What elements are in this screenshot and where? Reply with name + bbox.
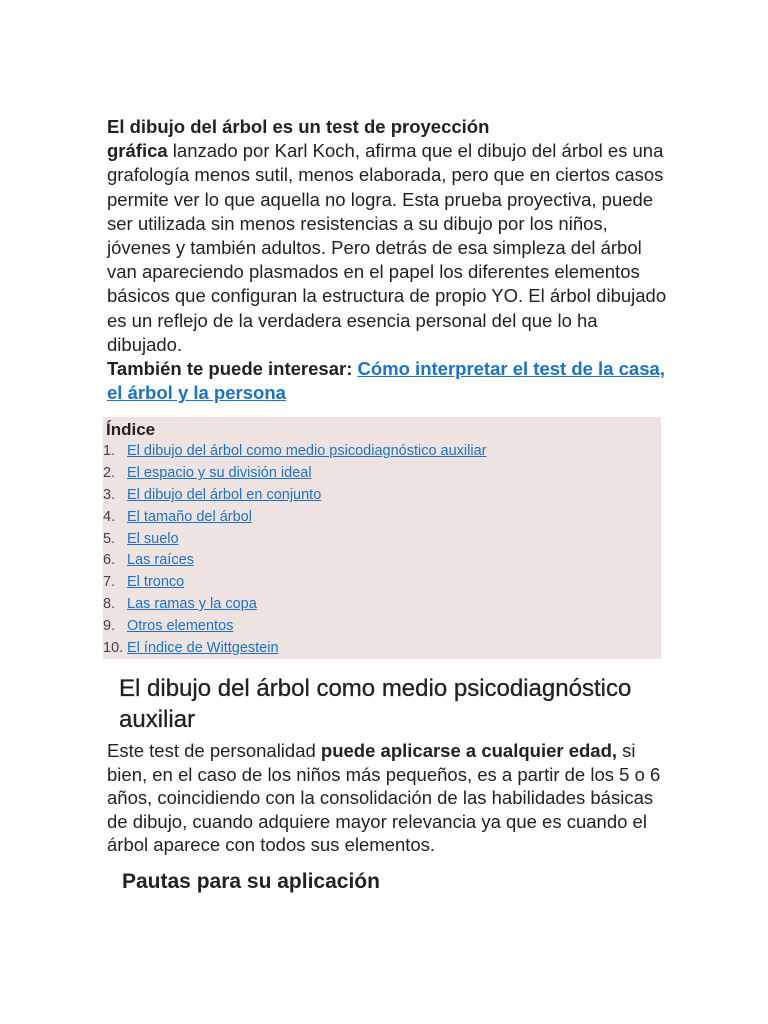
section-heading-pautas: Pautas para su aplicación [122, 870, 380, 894]
toc-item [103, 550, 661, 572]
table-of-contents [103, 417, 661, 659]
toc-item-number: 4. [103, 508, 116, 525]
toc-item-link[interactable]: El índice de Wittgestein [127, 639, 279, 656]
toc-item-number: 2. [103, 465, 116, 482]
toc-item-link[interactable]: El espacio y su división ideal [127, 465, 312, 482]
also-interesting [107, 357, 667, 405]
toc-item-number: 1. [103, 443, 116, 460]
toc-item [103, 594, 661, 616]
intro-bold-lead-1: El dibujo del árbol es un test de proyección [107, 116, 490, 137]
toc-item-link[interactable]: El suelo [127, 530, 179, 547]
section-heading-psicodiagnostico: El dibujo del árbol como medio psicodiagnóstico auxiliar [119, 675, 632, 734]
toc-item-link[interactable]: El dibujo del árbol como medio psicodiagnóstico auxiliar [127, 443, 487, 460]
toc-item-link[interactable]: Las raíces [127, 552, 194, 569]
article [103, 115, 667, 896]
toc-item-link[interactable]: Otros elementos [127, 617, 234, 634]
toc-list [103, 441, 661, 659]
toc-item-link[interactable]: El tamaño del árbol [127, 508, 252, 525]
toc-item [103, 529, 661, 551]
related-article-link[interactable]: Cómo interpretar el test de la casa, el árbol y la persona [107, 358, 665, 404]
intro-paragraph [107, 115, 667, 357]
toc-item-number: 7. [103, 574, 116, 591]
toc-item-number: 9. [103, 617, 116, 634]
toc-item [103, 441, 661, 463]
section-text-1: Este test de personalidad [107, 740, 321, 762]
toc-item [103, 572, 661, 594]
toc-title: Índice [106, 420, 156, 440]
toc-item-number: 8. [103, 596, 116, 613]
toc-item [103, 485, 661, 507]
section-bold: puede aplicarse a cualquier edad, [320, 740, 618, 762]
toc-item-number: 10. [103, 639, 124, 656]
toc-item [103, 616, 661, 638]
toc-item [103, 463, 661, 485]
toc-item-link[interactable]: El tronco [127, 574, 185, 591]
section-text-2: si bien, en el caso de los niños más pequeños, es a partir de los 5 o 6 años, coincidiendo con la consolidación de las habilidades básicas de dibujo, cuando adquiere mayor relevancia ya que es cuando el árbol aparece con todos sus elementos. [107, 740, 661, 856]
toc-item-link[interactable]: El dibujo del árbol en conjunto [127, 487, 322, 504]
toc-item-number: 5. [103, 530, 116, 547]
section-paragraph [107, 739, 667, 856]
toc-item [103, 638, 661, 660]
toc-item [103, 507, 661, 529]
intro-text: lanzado por Karl Koch, afirma que el dibujo del árbol es una grafología menos sutil, menos elaborada, pero que en ciertos casos permite ver lo que aquella no logra. Esta prueba proyectiva, puede ser utilizada sin menos resistencias a su dibujo por los niños, jóvenes y también adultos. Pero detrás de esa simpleza del árbol van apareciendo plasmados en el papel los diferentes elementos básicos que configuran la estructura de propio YO. El árbol dibujado es un reflejo de la verdadera esencia personal del que lo ha dibujado. [107, 140, 667, 355]
toc-item-link[interactable]: Las ramas y la copa [127, 596, 257, 613]
intro-bold-lead-2: gráfica [107, 140, 168, 162]
toc-item-number: 6. [103, 552, 116, 569]
also-label: También te puede interesar: [107, 358, 358, 380]
toc-item-number: 3. [103, 487, 116, 504]
